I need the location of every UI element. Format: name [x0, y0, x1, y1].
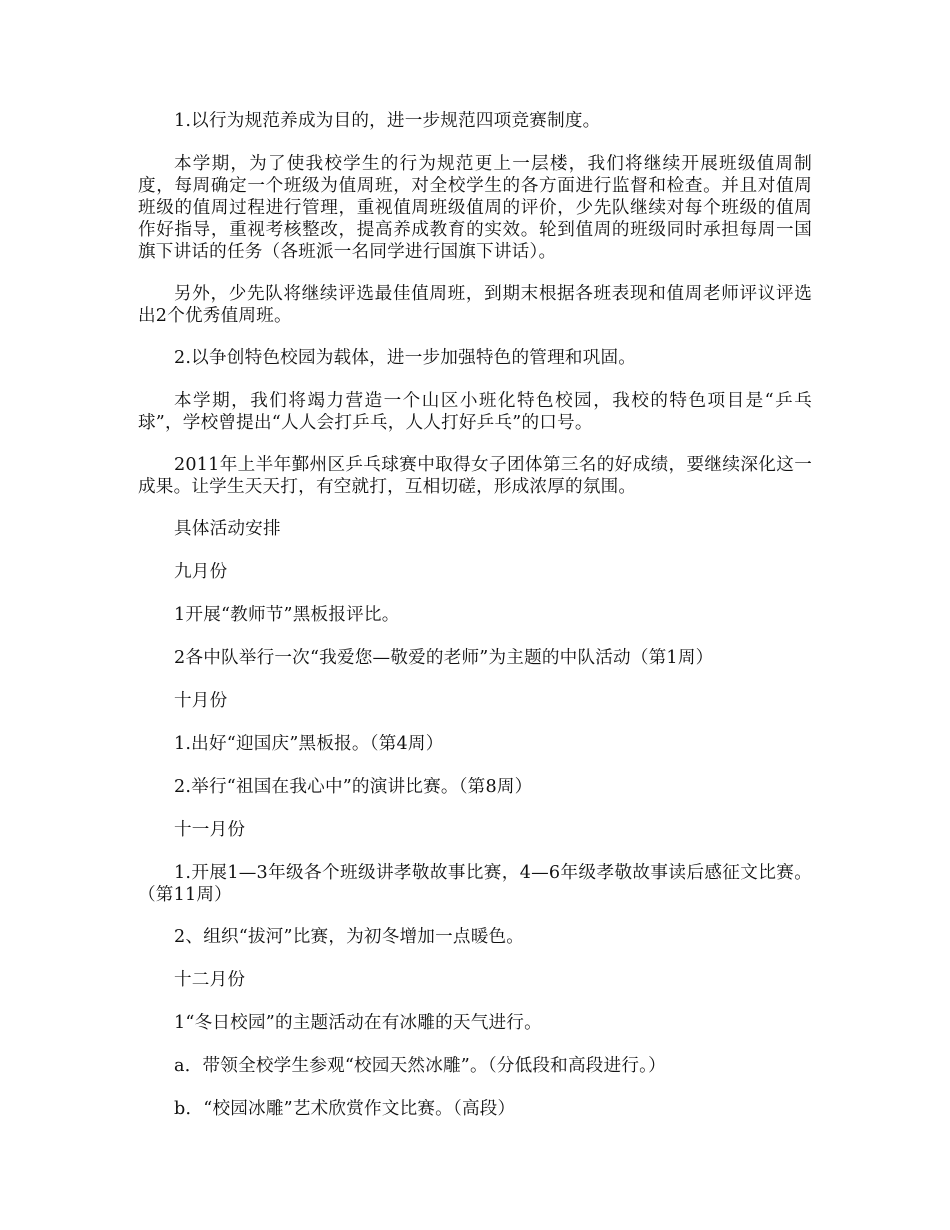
heading-activity-schedule: 具体活动安排 — [174, 519, 281, 539]
month-heading-december: 十二月份 — [174, 970, 246, 990]
month-heading-november: 十一月份 — [174, 820, 246, 840]
section-heading-featured-campus: 2.以争创特色校园为载体，进一步加强特色的管理和巩固。 — [174, 348, 637, 368]
month-heading-october: 十月份 — [174, 691, 228, 711]
month-heading-september: 九月份 — [174, 562, 228, 582]
list-item-december-1b: b．“校园冰雕”艺术欣赏作文比赛。（高段） — [174, 1099, 516, 1119]
paragraph-duty-week-system: 本学期，为了使我校学生的行为规范更上一层楼，我们将继续开展班级值周制度，每周确定一个班级为值周班，对全校学生的各方面进行监督和检查。并且对值周班级的值周过程进行管理，重视值周班级值周的评价，少先队继续对每个班级的值周作好指导，重视考核整改，提高养成教育的实效。轮到值周的班级同时承担每周一国旗下讲话的任务（各班派一名同学进行国旗下讲话）。 — [138, 154, 812, 262]
paragraph-table-tennis-results: 2011年上半年鄞州区乒乓球赛中取得女子团体第三名的好成绩，要继续深化这一成果。让学生天天打，有空就打，互相切磋，形成浓厚的氛围。 — [138, 455, 812, 497]
paragraph-best-duty-class: 另外，少先队将继续评选最佳值周班，到期末根据各班表现和值周老师评议评选出2个优秀值周班。 — [138, 284, 812, 326]
list-item-november-2: 2、组织“拔河”比赛，为初冬增加一点暖色。 — [174, 927, 525, 947]
list-item-october-2: 2.举行“祖国在我心中”的演讲比赛。（第8周） — [174, 777, 533, 797]
list-item-december-1: 1“冬日校园”的主题活动在有冰雕的天气进行。 — [174, 1013, 542, 1033]
list-item-december-1a: a．带领全校学生参观“校园天然冰雕”。（分低段和高段进行。） — [174, 1056, 666, 1076]
list-item-october-1: 1.出好“迎国庆”黑板报。（第4周） — [174, 734, 444, 754]
list-item-november-1: 1.开展1—3年级各个班级讲孝敬故事比赛，4—6年级孝敬故事读后感征文比赛。（第11周） — [138, 863, 812, 905]
paragraph-table-tennis-feature: 本学期，我们将竭力营造一个山区小班化特色校园，我校的特色项目是“乒乓球”，学校曾提出“人人会打乒乓，人人打好乒乓”的口号。 — [138, 391, 812, 433]
section-heading-behavior-norms: 1.以行为规范养成为目的，进一步规范四项竞赛制度。 — [174, 111, 601, 131]
list-item-september-1: 1开展“教师节”黑板报评比。 — [174, 605, 400, 625]
list-item-september-2: 2各中队举行一次“我爱您—敬爱的老师”为主题的中队活动（第1周） — [174, 648, 714, 668]
